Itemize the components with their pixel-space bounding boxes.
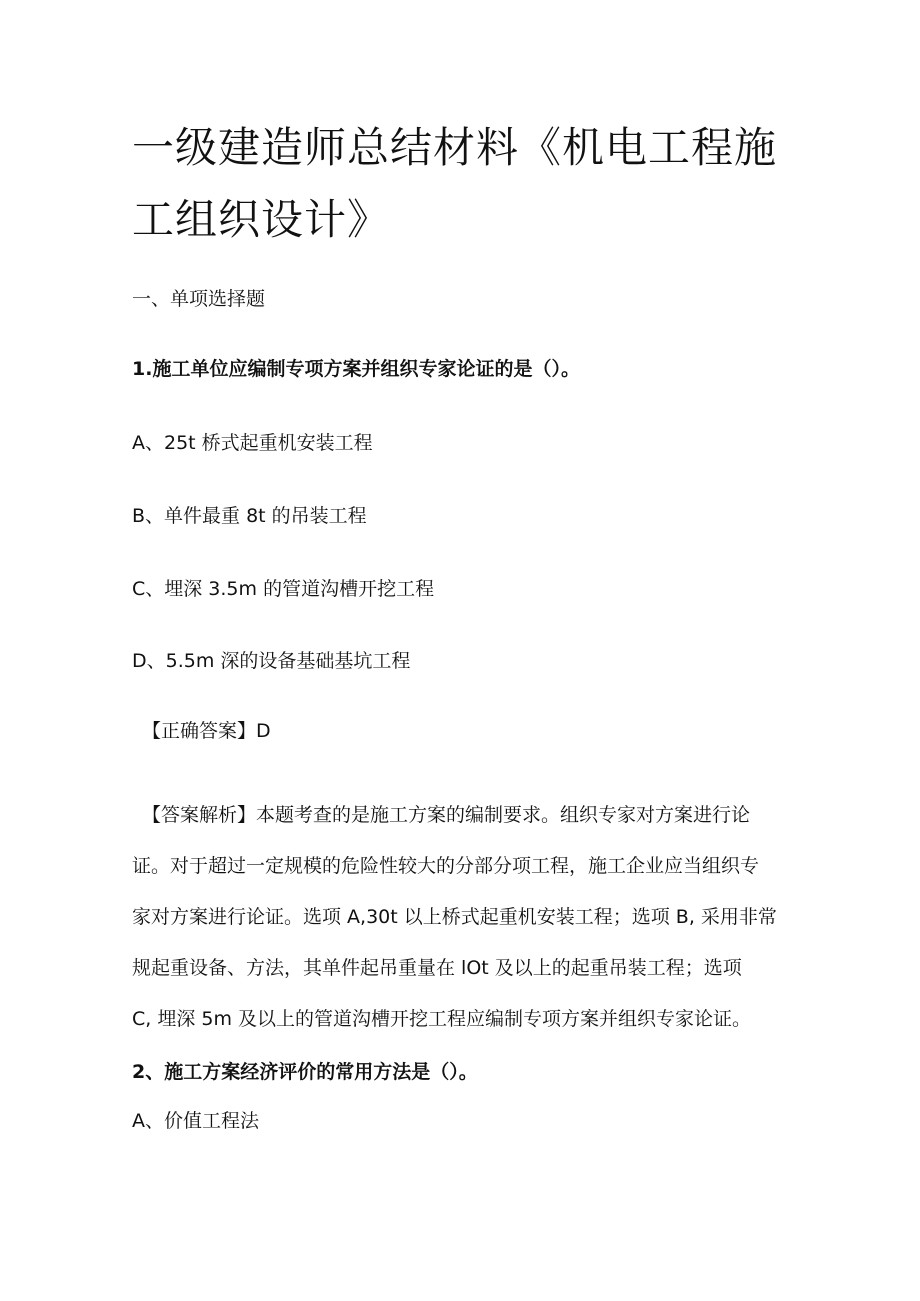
question-1-analysis — [132, 790, 796, 1045]
question-1-option-b: B、单件最重 8t 的吊装工程 — [132, 505, 367, 527]
question-2-stem: 2、施工方案经济评价的常用方法是（）。 — [132, 1061, 478, 1083]
title-line-1: 一级建造师总结材料《机电工程施 — [132, 123, 778, 172]
analysis-line: 规起重设备、方法，其单件起吊重量在 lOt 及以上的起重吊装工程；选项 — [132, 957, 742, 979]
question-1-option-a: A、25t 桥式起重机安装工程 — [132, 432, 373, 454]
analysis-line: 家对方案进行论证。选项 A,30t 以上桥式起重机安装工程；选项 B, 采用非常 — [132, 906, 777, 928]
analysis-line: 证。对于超过一定规模的危险性较大的分部分项工程，施工企业应当组织专 — [132, 855, 760, 877]
question-1-stem: 1.施工单位应编制专项方案并组织专家论证的是（）。 — [132, 358, 580, 380]
analysis-line: 【答案解析】本题考查的是施工方案的编制要求。组织专家对方案进行论 — [142, 804, 751, 826]
title-line-2: 工组织设计》 — [132, 195, 391, 244]
question-2-option-a: A、价值工程法 — [132, 1110, 259, 1132]
document-title — [132, 112, 812, 256]
question-1-option-c: C、埋深 3.5m 的管道沟槽开挖工程 — [132, 578, 435, 600]
analysis-line: C, 埋深 5m 及以上的管道沟槽开挖工程应编制专项方案并组织专家论证。 — [132, 1008, 752, 1030]
question-1-answer: 【正确答案】D — [142, 720, 271, 742]
section-heading: 一、单项选择题 — [132, 288, 266, 310]
question-1-option-d: D、5.5m 深的设备基础基坑工程 — [132, 650, 411, 672]
